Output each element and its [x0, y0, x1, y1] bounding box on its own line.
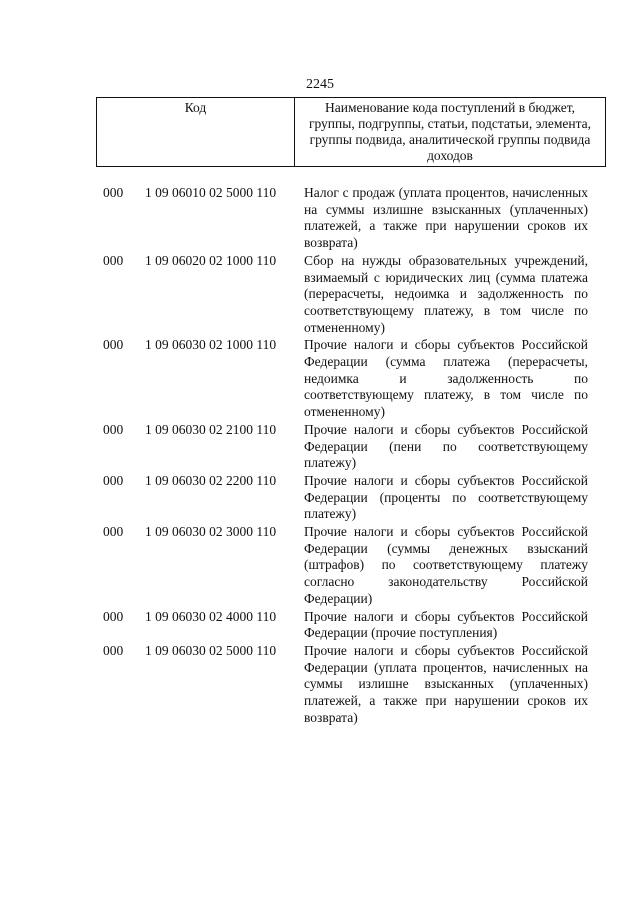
- admin-code: 000: [103, 421, 124, 437]
- revenue-description: Прочие налоги и сборы субъектов Российской Федерации (прочие поступления): [304, 608, 588, 641]
- admin-code: 000: [103, 524, 124, 540]
- revenue-code: 1 09 06010 02 5000 110: [145, 185, 277, 200]
- revenue-description: Прочие налоги и сборы субъектов Российской Федерации (уплата процентов, начисленных на суммы излишне взысканных (уплаченных) платежей, а также при нарушении сроков их возврата): [304, 642, 588, 725]
- admin-code: 000: [103, 472, 124, 488]
- table-row: [0, 253, 640, 337]
- revenue-code: 1 09 06030 02 2200 110: [145, 472, 277, 488]
- revenue-code: 1 09 06030 02 4000 110: [145, 608, 277, 624]
- admin-code: 000: [103, 337, 124, 353]
- table-row: [0, 473, 640, 523]
- header-code-cell: Код: [97, 98, 295, 166]
- revenue-description: Налог с продаж (уплата процентов, начисленных на суммы излишне взысканных (уплаченных) платежей, а также при нарушении сроков их возврата): [304, 185, 588, 251]
- table-row: [0, 524, 640, 608]
- revenue-code: 1 09 06020 02 1000 110: [145, 252, 277, 268]
- admin-code: 000: [103, 252, 124, 268]
- revenue-code: 1 09 06030 02 5000 110: [145, 642, 277, 658]
- revenue-code: 1 09 06030 02 1000 110: [145, 337, 277, 353]
- table-row: [0, 185, 640, 252]
- revenue-description: Прочие налоги и сборы субъектов Российской Федерации (суммы денежных взысканий (штрафов) по соответствующему платежу согласно законодательству Российской Федерации): [304, 524, 588, 606]
- page-number: 2245: [306, 77, 334, 92]
- revenue-description: Сбор на нужды образовательных учреждений, взимаемый с юридических лиц (сумма платежа (перерасчеты, недоимка и задолженность по соответствующему платежу, в том числе по отмененному): [304, 252, 588, 335]
- table-row: [0, 643, 640, 727]
- table-row: [0, 337, 640, 421]
- admin-code: 000: [103, 608, 124, 624]
- revenue-description: Прочие налоги и сборы субъектов Российской Федерации (сумма платежа (перерасчеты, недоимка и задолженность по соответствующему платежу, в том числе по отмененному): [304, 337, 588, 420]
- admin-code: 000: [103, 642, 124, 658]
- revenue-description: Прочие налоги и сборы субъектов Российской Федерации (проценты по соответствующему платежу): [304, 472, 588, 522]
- table-header: [96, 97, 606, 167]
- revenue-description: Прочие налоги и сборы субъектов Российской Федерации (пени по соответствующему платежу): [304, 421, 588, 471]
- header-name-cell: Наименование кода поступлений в бюджет, группы, подгруппы, статьи, подстатьи, элемента, группы подвида, аналитической группы подвида доходов: [308, 100, 592, 163]
- table-row: [0, 609, 640, 642]
- revenue-code: 1 09 06030 02 3000 110: [145, 524, 277, 540]
- table-row: [0, 422, 640, 472]
- revenue-code: 1 09 06030 02 2100 110: [145, 421, 277, 437]
- admin-code: 000: [103, 185, 124, 200]
- table-body: [0, 185, 640, 728]
